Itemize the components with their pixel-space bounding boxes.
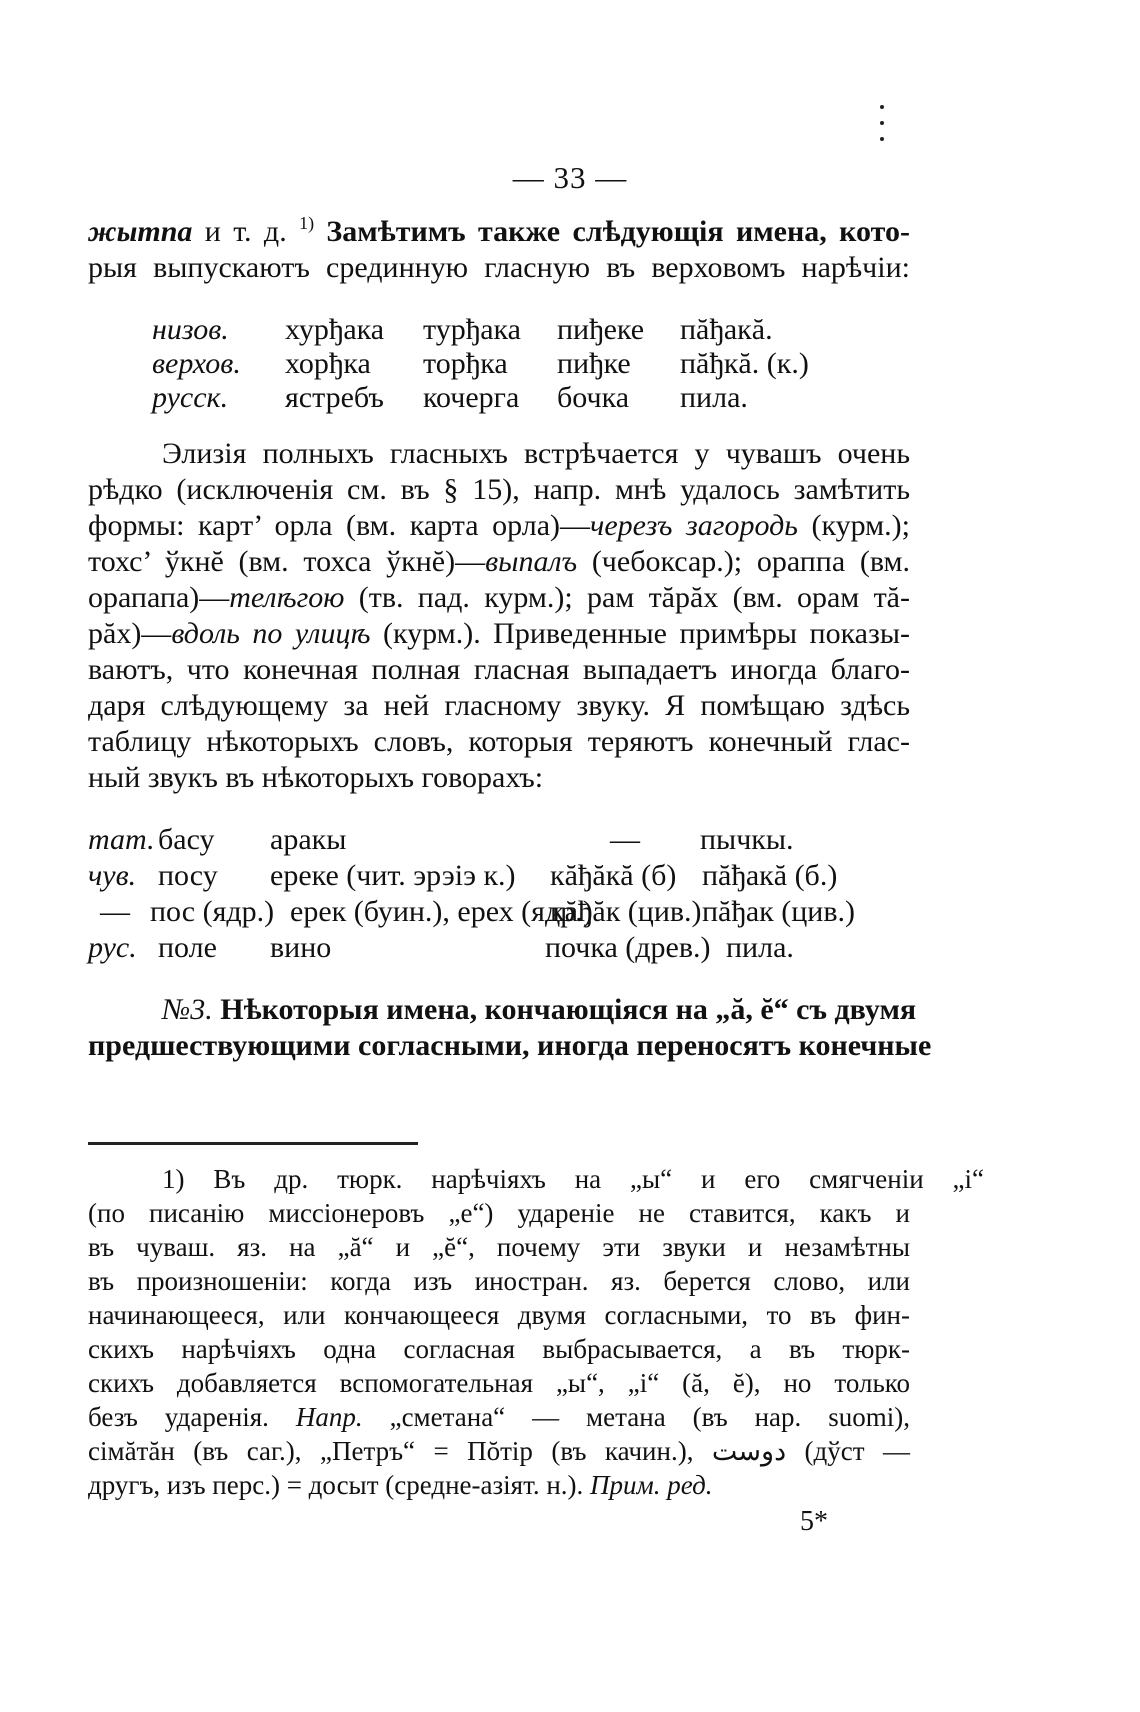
table1-cell: пила. (680, 381, 748, 414)
table1-row-label: верхов. (152, 347, 241, 380)
table2-row-label: — (100, 895, 130, 928)
para1-line (88, 580, 910, 616)
text: (курм.). Приведенные примѣры показы- (370, 617, 910, 650)
italic-abbrev: Напр. (295, 1402, 363, 1432)
footnote-line: скихъ добавляется вспомогательная „ы“, „і“ (ă, ĕ), но только (88, 1368, 910, 1398)
para1-line: таблицу нѣкоторыхъ словъ, которыя теряютъ конечный глас- (88, 725, 910, 758)
table1-row-label: русск. (152, 381, 229, 414)
para1-line (88, 508, 910, 544)
footnote-line: въ чуваш. яз. на „ă“ и „ĕ“, почему эти звуки и незамѣтны (88, 1232, 910, 1262)
intro-line-1 (88, 214, 910, 250)
footnote-line: 1) Въ др. тюрк. нарѣчіяхъ на „ы“ и его смягченіи „і“ (162, 1164, 984, 1194)
para1-line: даря слѣдующему за ней гласному звуку. Я помѣщаю здѣсь (88, 689, 910, 722)
italic-gloss: телѣгою (229, 581, 345, 614)
section-number: №3. (162, 993, 213, 1026)
italic-gloss: вдоль по улицѣ (171, 617, 371, 650)
table1-cell: турђака (423, 313, 521, 346)
table1-cell: торђка (423, 347, 508, 380)
text: безъ ударенія. (88, 1402, 296, 1432)
table2-cell: аракы (270, 823, 347, 856)
margin-dots (880, 105, 886, 145)
table2-cell: кăђăкă (б) (550, 859, 677, 892)
table1-row-label: низов. (152, 313, 229, 346)
footnote-line: начинающееся, или кончающееся двумя согласными, то въ фин- (88, 1300, 910, 1330)
para2-line: предшествующими согласными, иногда переносятъ конечные (88, 1029, 932, 1062)
table1-cell: бочка (557, 381, 630, 414)
intro-text: и т. д. (192, 215, 300, 248)
table2-cell: почка (древ.) (545, 931, 711, 964)
para1-line (88, 616, 910, 652)
table2-row-label: тат. (88, 823, 155, 856)
table2-cell: ерек (буин.), ерех (ядр.) (290, 895, 593, 928)
table1-cell: хурђака (285, 313, 385, 346)
text: орапапа)— (88, 581, 230, 614)
para1-line (88, 544, 910, 580)
text: (тв. пад. курм.); рам тăрăх (вм. орам тă- (344, 581, 910, 614)
table2-cell: ереке (чит. эрэіэ к.) (270, 859, 516, 892)
footnote-divider (88, 1142, 418, 1145)
para2-line (162, 992, 917, 1028)
table2-row-label: рус. (88, 931, 137, 964)
table1-cell: пăђкă. (к.) (680, 347, 809, 380)
para1-line: ный звукъ въ нѣкоторыхъ говорахъ: (88, 761, 544, 794)
footnote-line (88, 1400, 910, 1434)
table1-cell: кочерга (423, 381, 520, 414)
footnote-line (88, 1468, 713, 1502)
table2-cell: пычкы. (700, 823, 794, 856)
signature-mark: 5* (800, 1506, 828, 1537)
table2-cell: поле (158, 931, 217, 964)
footnote-line: въ произношеніи: когда изъ иностран. яз. берется слово, или (88, 1266, 910, 1296)
table2-cell: пос (ядр.) (150, 895, 275, 928)
table2-cell: пăђакă (б.) (702, 859, 838, 892)
table2-cell: пăђак (цив.) (702, 895, 856, 928)
text: (чебоксар.); ораппа (вм. (577, 545, 910, 578)
table1-cell: пиђке (557, 347, 631, 380)
footnote-mark: 1) (299, 213, 315, 233)
text: Нѣкоторыя имена, кончающіяся на „ă, ĕ“ съ двумя (212, 993, 917, 1026)
text: тохс’ ўкнĕ (вм. тохса ўкнĕ)— (88, 545, 486, 578)
text: другъ, изъ перс.) = досыт (средне-азіят. н.). (88, 1470, 591, 1500)
italic-gloss: черезъ загородь (590, 509, 798, 542)
table2-cell: вино (270, 931, 332, 964)
text: формы: карт’ орла (вм. карта орла)— (88, 509, 591, 542)
editor-note: Прим. ред. (590, 1470, 713, 1500)
table2-cell: басу (158, 823, 215, 856)
text: рăх)— (88, 617, 172, 650)
table1-cell: ястребъ (285, 381, 384, 414)
table1-cell: пăђакă. (680, 313, 773, 346)
intro-line-2: рыя выпускаютъ срединную гласную въ верховомъ нарѣчіи: (88, 251, 910, 284)
intro-word: жытпа (88, 215, 193, 248)
table2-cell: кăђăк (цив.) (550, 895, 702, 928)
table2-cell: — (610, 823, 640, 856)
text: „сметана“ — метана (въ нар. suomi), (362, 1402, 910, 1432)
para1-line: рѣдко (исключенія см. въ § 15), напр. мнѣ удалось замѣтить (88, 473, 910, 506)
para1-line: Элизія полныхъ гласныхъ встрѣчается у чувашъ очень (162, 437, 910, 470)
footnote-line: сімăтăн (въ саг.), „Петръ“ = Пŏтір (въ качин.), دوست (дўст — (88, 1436, 910, 1466)
page-number: — 33 — (512, 160, 628, 195)
text: (курм.); (797, 509, 910, 542)
para1-line: ваютъ, что конечная полная гласная выпадаетъ иногда благо- (88, 653, 910, 686)
footnote-line: (по писанію миссіонеровъ „е“) удареніе не ставится, какъ и (88, 1198, 910, 1228)
table1-cell: хорђка (285, 347, 371, 380)
table1-cell: пиђеке (557, 313, 645, 346)
footnote-line: скихъ нарѣчіяхъ одна согласная выбрасывается, а въ тюрк- (88, 1334, 910, 1364)
intro-text-end: Замѣтимъ также слѣдующія имена, кото- (314, 215, 910, 248)
table2-row-label: чув. (88, 859, 137, 892)
table2-cell: посу (158, 859, 218, 892)
italic-gloss: выпалъ (485, 545, 578, 578)
table2-cell: пила. (726, 931, 794, 964)
